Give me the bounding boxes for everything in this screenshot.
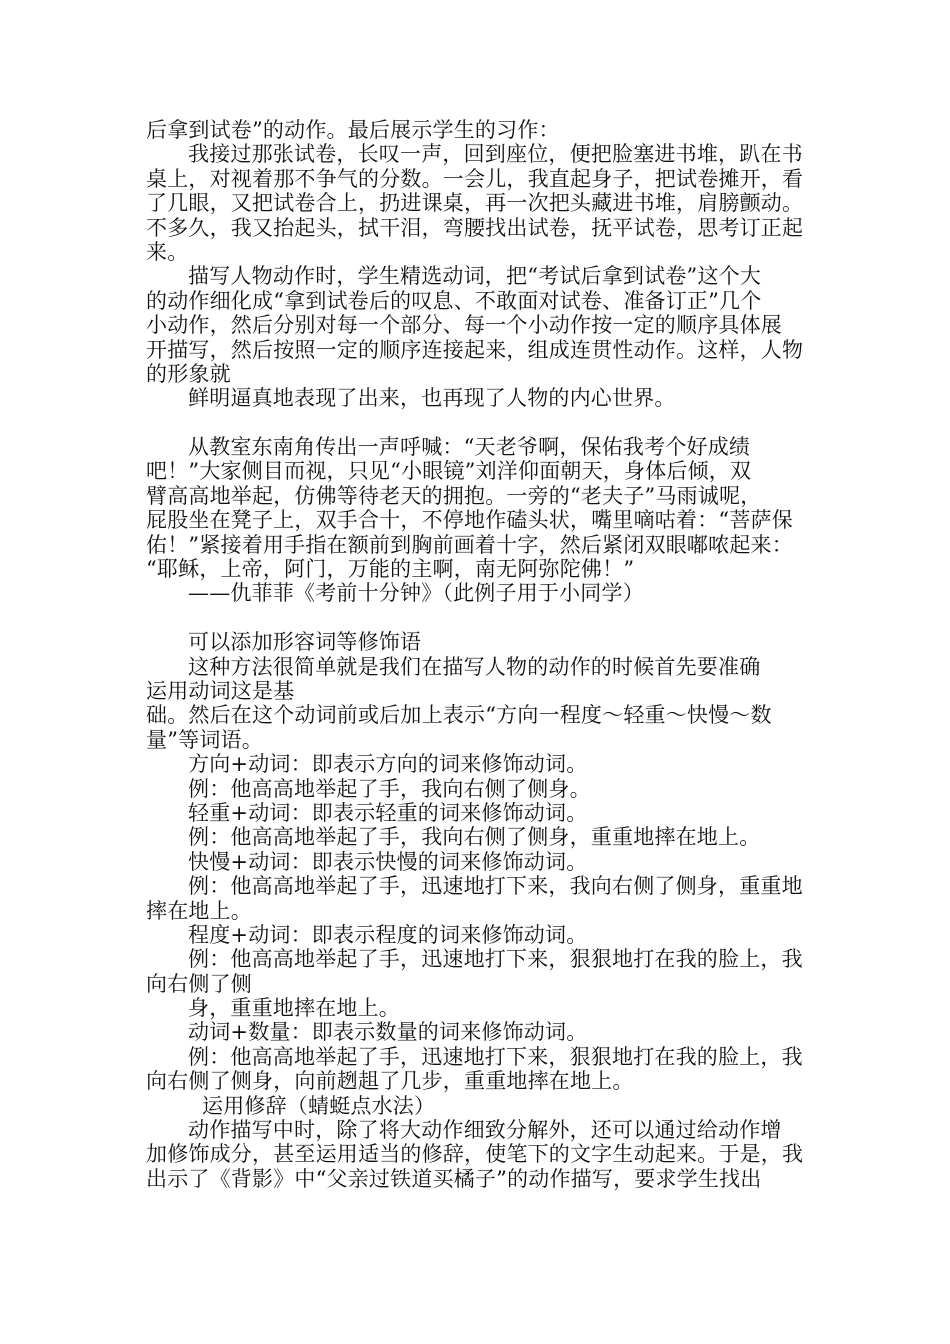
text-line: 例：他高高地举起了手，迅速地打下来，狠狠地打在我的脸上，我: [188, 947, 803, 972]
text-line: 例：他高高地举起了手，迅速地打下来，我向右侧了侧身，重重地: [188, 874, 803, 899]
document-body: [146, 118, 810, 1191]
text-line: 开描写，然后按照一定的顺序连接起来，组成连贯性动作。这样，人物: [146, 337, 804, 362]
text-line: 运用动词这是基: [146, 678, 295, 703]
text-line: 小动作，然后分别对每一个部分、每一个小动作按一定的顺序具体展: [146, 313, 782, 338]
text-line: 后拿到试卷”的动作。最后展示学生的习作：: [146, 118, 560, 142]
text-line: “耶稣，上帝，阿门，万能的主啊，南无阿弥陀佛！”: [146, 557, 635, 582]
text-line: 础。然后在这个动词前或后加上表示“方向一程度～轻重～快慢～数: [146, 703, 772, 728]
text-line: 运用修辞（蜻蜓点水法）: [202, 1093, 436, 1118]
text-line: 从教室东南角传出一声呼喊：“天老爷啊，保佑我考个好成绩: [188, 435, 751, 460]
text-line: 了几眼，又把试卷合上，扔进课桌，再一次把头藏进书堆，肩膀颤动。: [146, 191, 804, 216]
text-line: 我接过那张试卷，长叹一声，回到座位，便把脸塞进书堆，趴在书: [188, 142, 803, 167]
text-line: 来。: [146, 239, 189, 264]
blank-line: [146, 606, 810, 630]
text-line: 轻重+动词：即表示轻重的词来修饰动词。: [188, 800, 588, 825]
text-line: 出示了《背影》中“父亲过铁道买橘子”的动作描写，要求学生找出: [146, 1166, 762, 1191]
text-line: 鲜明逼真地表现了出来，也再现了人物的内心世界。: [188, 386, 676, 411]
text-line: 方向+动词：即表示方向的词来修饰动词。: [188, 752, 588, 777]
text-line: 桌上，对视着那不争气的分数。一会儿，我直起身子，把试卷摊开，看: [146, 166, 804, 191]
text-line: 佑！”紧接着用手指在额前到胸前画着十字，然后紧闭双眼嘟哝起来：: [146, 532, 793, 557]
text-line: 可以添加形容词等修饰语: [188, 630, 422, 655]
text-line: 动词+数量：即表示数量的词来修饰动词。: [188, 1020, 588, 1045]
text-line: 吧！”大家侧目而视，只见“小眼镜”刘洋仰面朝天，身体后倾，双: [146, 459, 752, 484]
text-line: 程度+动词：即表示程度的词来修饰动词。: [188, 922, 588, 947]
text-line: 屁股坐在凳子上，双手合十，不停地作磕头状，嘴里嘀咕着：“菩萨保: [146, 508, 793, 533]
text-line: 量”等词语。: [146, 727, 263, 752]
text-line: 的形象就: [146, 361, 231, 386]
text-line: 例：他高高地举起了手，我向右侧了侧身，重重地摔在地上。: [188, 825, 761, 850]
text-line: 身，重重地摔在地上。: [188, 996, 400, 1021]
text-line: 臂高高地举起，仿佛等待老天的拥抱。一旁的“老夫子”马雨诚呢，: [146, 483, 762, 508]
text-line: 这种方法很简单就是我们在描写人物的动作的时候首先要准确: [188, 654, 761, 679]
text-line: 动作描写中时，除了将大动作细致分解外，还可以通过给动作增: [188, 1118, 782, 1143]
text-line: 向右侧了侧身，向前趔趄了几步，重重地摔在地上。: [146, 1069, 634, 1094]
text-line: ——仇菲菲《考前十分钟》（此例子用于小同学）: [188, 581, 644, 606]
text-line: 快慢+动词：即表示快慢的词来修饰动词。: [188, 849, 588, 874]
text-line: 向右侧了侧: [146, 971, 252, 996]
text-line: 不多久，我又抬起头，拭干泪，弯腰找出试卷，抚平试卷，思考订正起: [146, 215, 804, 240]
text-line: 例：他高高地举起了手，迅速地打下来，狠狠地打在我的脸上，我: [188, 1044, 803, 1069]
text-line: 加修饰成分，甚至运用适当的修辞，使笔下的文字生动起来。于是，我: [146, 1142, 804, 1167]
text-line: 摔在地上。: [146, 898, 252, 923]
text-line: 例：他高高地举起了手，我向右侧了侧身。: [188, 776, 591, 801]
blank-line: [146, 411, 810, 435]
text-line: 描写人物动作时，学生精选动词，把“考试后拿到试卷”这个大: [188, 264, 762, 289]
text-line: 的动作细化成“拿到试卷后的叹息、不敢面对试卷、准备订正”几个: [146, 288, 762, 313]
